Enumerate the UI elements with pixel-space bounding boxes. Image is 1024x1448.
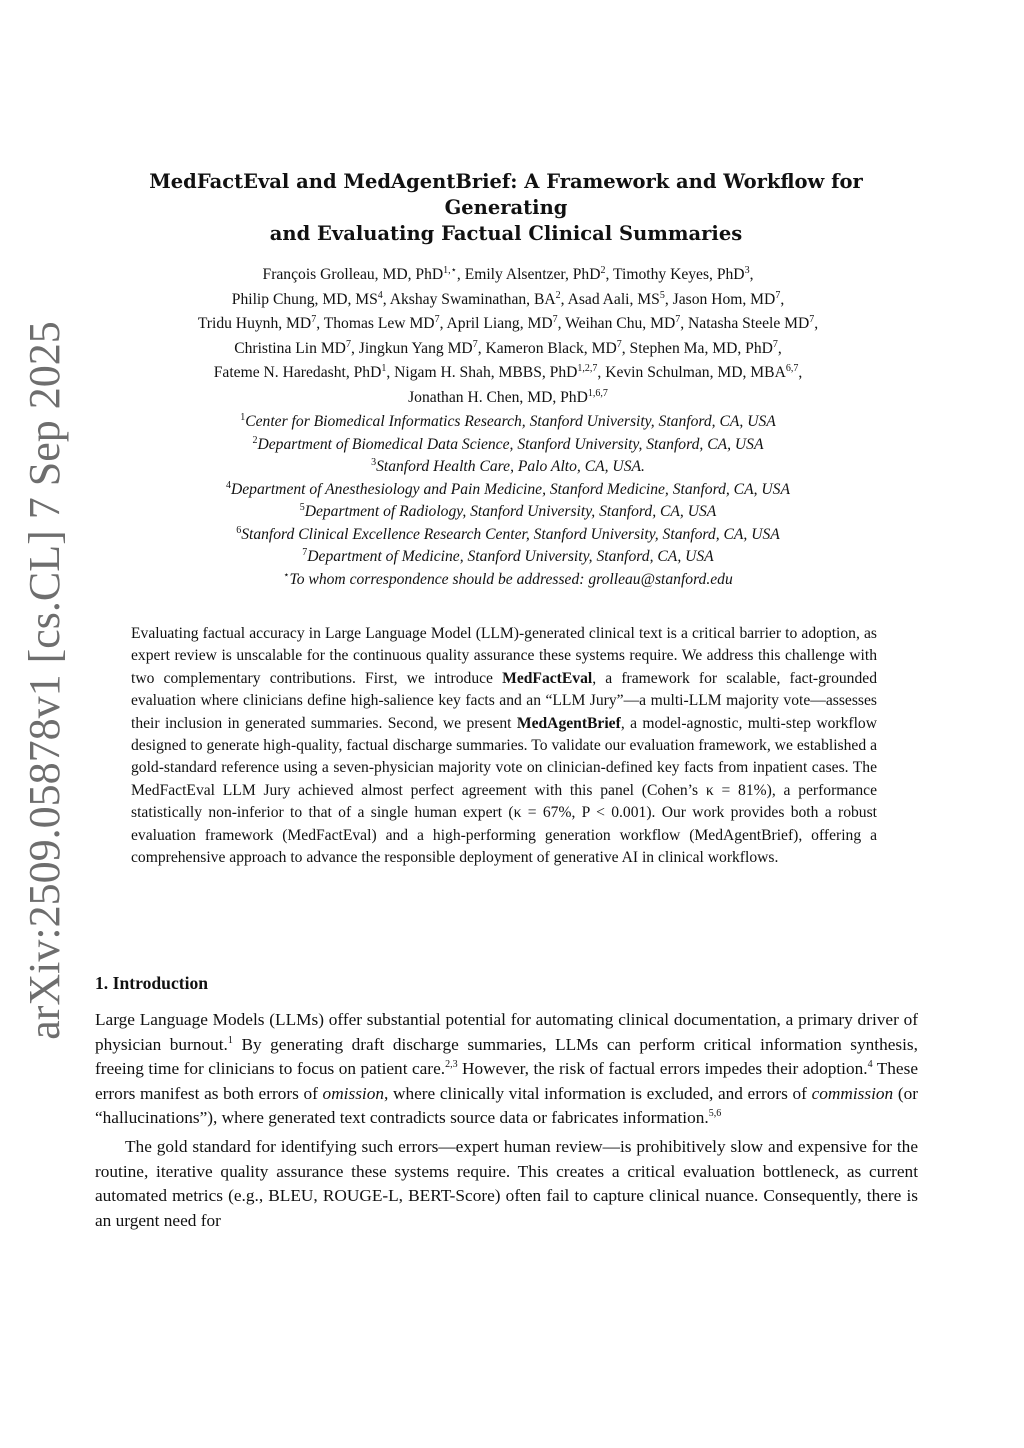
affiliation (88, 479, 928, 502)
author: Christina Lin MD (234, 339, 346, 357)
author: April Liang, MD (446, 315, 553, 332)
author-affil-mark: 6,7 (785, 362, 799, 374)
author: Timothy Keyes, PhD (613, 266, 745, 283)
affiliation (88, 456, 928, 479)
author-affil-mark: 7 (345, 338, 351, 350)
author-affil-mark: 2 (600, 264, 606, 276)
abstract-term-medfacteval: MedFactEval (502, 669, 593, 687)
affiliation (88, 546, 928, 569)
author-line: Fateme N. Haredasht, PhD$^1$, Nigam H. Shah, MBBS, PhD$^{1,2,7}$, Kevin Schulman, MD, MBA$^{6,7}$, (213, 362, 803, 381)
author-affil-mark: 7 (472, 338, 478, 350)
author-affil-mark: 7 (552, 313, 558, 325)
author-line (88, 386, 928, 411)
author: Kameron Black, MD (485, 339, 617, 357)
author: Emily Alsentzer, PhD (464, 266, 601, 283)
paragraph (95, 1008, 918, 1131)
paper-title (96, 169, 916, 247)
correspondence-mark: ⋆ (283, 569, 290, 581)
paragraph: The gold standard for identifying such errors—expert human review—is prohibitively slow and expensive for the routine, iterative quality assurance these systems require. This creates a critical evaluation bottleneck, as current automated metrics (e.g., BLEU, ROUGE-L, BERT-Score) often fail to capture clinical nuance. Consequently, there is an urgent need for (95, 1136, 918, 1230)
affiliation-text: Department of Biomedical Data Science, Stanford University, Stanford, CA, USA (257, 435, 764, 453)
author: Thomas Lew MD (323, 315, 435, 332)
affiliation-text: Stanford Clinical Excellence Research Center, Stanford University, Stanford, CA, USA (241, 525, 780, 543)
author-affil-mark: 1,6,7 (587, 387, 608, 399)
author: Jonathan H. Chen, MD, PhD (408, 388, 588, 406)
author: François Grolleau, MD, PhD (262, 266, 444, 283)
author-affil-mark: 2 (555, 289, 561, 301)
paragraph-text: By generating draft discharge summaries, LLMs can perform critical information synthesis, freeing time for clinicians to focus on patient care. (95, 1034, 918, 1079)
author: Asad Aali, MS (567, 290, 660, 308)
affiliation-list (88, 411, 928, 591)
author: Akshay Swaminathan, BA (389, 290, 556, 308)
arxiv-identifier: arXiv:2509.05878v1 [cs.CL] 7 Sep 2025 (19, 320, 69, 1040)
affiliation-mark: 1 (240, 411, 246, 423)
author-affil-mark: 7 (434, 313, 440, 325)
emphasis: omission (322, 1083, 385, 1103)
author: Kevin Schulman, MD, MBA (605, 364, 786, 381)
affiliation-mark: 3 (371, 456, 377, 468)
citation: 5,6 (708, 1108, 722, 1120)
author-affil-mark: 7 (775, 289, 781, 301)
correspondence-note (88, 569, 928, 592)
paragraph-text: Large Language Models (LLMs) offer substantial potential for automating clinical documentation, a primary driver of physician burnout. (95, 1010, 918, 1054)
arxiv-sidebar (14, 320, 74, 1040)
section-heading: 1. Introduction (95, 973, 209, 993)
author-affil-mark: 5 (659, 289, 665, 301)
abstract-text: , a framework for scalable, fact-grounded evaluation where clinicians define high-salience key facts and an “LLM Jury”—a multi-LLM majority vote—assesses their inclusion in generated summaries. Second, we present (131, 669, 877, 732)
affiliation-mark: 7 (302, 546, 308, 558)
affiliation-text: Center for Biomedical Informatics Research, Stanford University, Stanford, CA, USA (245, 413, 776, 430)
author-affil-mark: 7 (772, 338, 778, 350)
author-affil-mark: 1,⋆ (443, 264, 457, 276)
section-body (95, 1008, 918, 1233)
author: Natasha Steele MD (688, 315, 810, 332)
author-list (88, 263, 928, 410)
author-line: Christina Lin $MD^7$, Jingkun Yang $MD^7$, Kameron Black, $MD^7$, Stephen Ma, MD, PhD$^7$, (234, 338, 782, 357)
author-affil-mark: 7 (616, 338, 622, 350)
paragraph-text: (or “hallucinations”), where generated text contradicts source data or fabricates information. (95, 1083, 918, 1128)
paragraph-text: , where clinically vital information is excluded, and errors of (384, 1083, 812, 1103)
citation: 1 (227, 1034, 233, 1046)
affiliation-text: Department of Medicine, Stanford University, Stanford, CA, USA (307, 548, 714, 565)
author-line: Tridu Huynh, $MD^7$, Thomas Lew $MD^7$, April Liang, $MD^7$, Weihan Chu, $MD^7$, Natasha Steele $MD^7$, (197, 313, 819, 332)
abstract-term-medagentbrief: MedAgentBrief (516, 714, 621, 732)
author: Tridu Huynh, MD (197, 315, 312, 332)
affiliation-mark: 2 (252, 434, 258, 446)
author-line: Philip Chung, MD, $MS^4$, Akshay Swaminathan, $BA^2$, Asad Aali, $MS^5$, Jason Hom, $MD^7$, (231, 289, 785, 308)
author-affil-mark: 1 (381, 362, 387, 374)
author: Philip Chung, MD, MS (231, 290, 378, 308)
abstract-text: Evaluating factual accuracy in Large Language Model (LLM)-generated clinical text is a critical barrier to adoption, as expert review is unscalable for the continuous quality assurance these systems require. We address this challenge with two complementary contributions. First, we introduce (131, 625, 877, 687)
author-affil-mark: 1,2,7 (577, 362, 598, 374)
author: Stephen Ma, MD, PhD (629, 339, 773, 357)
author: Nigam H. Shah, MBBS, PhD (394, 364, 578, 381)
author-affil-mark: 4 (377, 289, 383, 301)
affiliation-text: Department of Anesthesiology and Pain Medicine, Stanford Medicine, Stanford, CA, USA (231, 480, 790, 498)
affiliation (88, 411, 928, 434)
author: Fateme N. Haredasht, PhD (213, 364, 382, 381)
affiliation-mark: 6 (236, 524, 242, 536)
affiliation (88, 524, 928, 547)
abstract (131, 623, 877, 869)
author-affil-mark: 7 (311, 313, 317, 325)
author-affil-mark: 7 (809, 313, 815, 325)
affiliation-text: Department of Radiology, Stanford University, Stanford, CA, USA (304, 503, 717, 520)
paragraph-text: These errors manifest as both errors of (95, 1059, 918, 1103)
author: Weihan Chu, MD (565, 315, 676, 332)
emphasis: commission (811, 1083, 894, 1103)
author: Jason Hom, MD (672, 290, 776, 308)
author-affil-mark: 7 (675, 313, 681, 325)
citation: 2,3 (445, 1059, 458, 1071)
affiliation (88, 434, 928, 457)
affiliation-text: Stanford Health Care, Palo Alto, CA, USA. (376, 458, 645, 475)
citation: 4 (867, 1059, 873, 1071)
abstract-text: , a model-agnostic, multi-step workflow designed to generate high-quality, factual discharge summaries. To validate our evaluation framework, we established a gold-standard reference using a seven-physician majority vote on clinician-defined key facts from inpatient cases. The MedFactEval LLM Jury achieved almost perfect agreement with this panel (Cohen’s κ = 81%), a performance statistically non-inferior to that of a single human expert (κ = 67%, P < 0.001). Our work provides both a robust evaluation framework (MedFactEval) and a high-performing generation workflow (MedAgentBrief), offering a comprehensive approach to advance the responsible deployment of generative AI in clinical workflows. (131, 714, 877, 867)
correspondence-text: To whom correspondence should be addressed: grolleau@stanford.edu (289, 570, 733, 588)
affiliation-mark: 5 (299, 501, 305, 513)
title-line: MedFactEval and MedAgentBrief: A Framework and Workflow for Generating (149, 170, 863, 219)
affiliation-mark: 4 (226, 479, 231, 491)
affiliation (88, 501, 928, 524)
title-line: and Evaluating Factual Clinical Summaries (269, 222, 743, 245)
author-line: François Grolleau, MD, PhD$^{1,⋆}$, Emily Alsentzer, PhD$^2$, Timothy Keyes, PhD$^3$, (262, 264, 754, 283)
paragraph-text: However, the risk of factual errors impedes their adoption. (457, 1059, 868, 1079)
author-affil-mark: 3 (744, 264, 750, 276)
author: Jingkun Yang MD (358, 339, 473, 357)
